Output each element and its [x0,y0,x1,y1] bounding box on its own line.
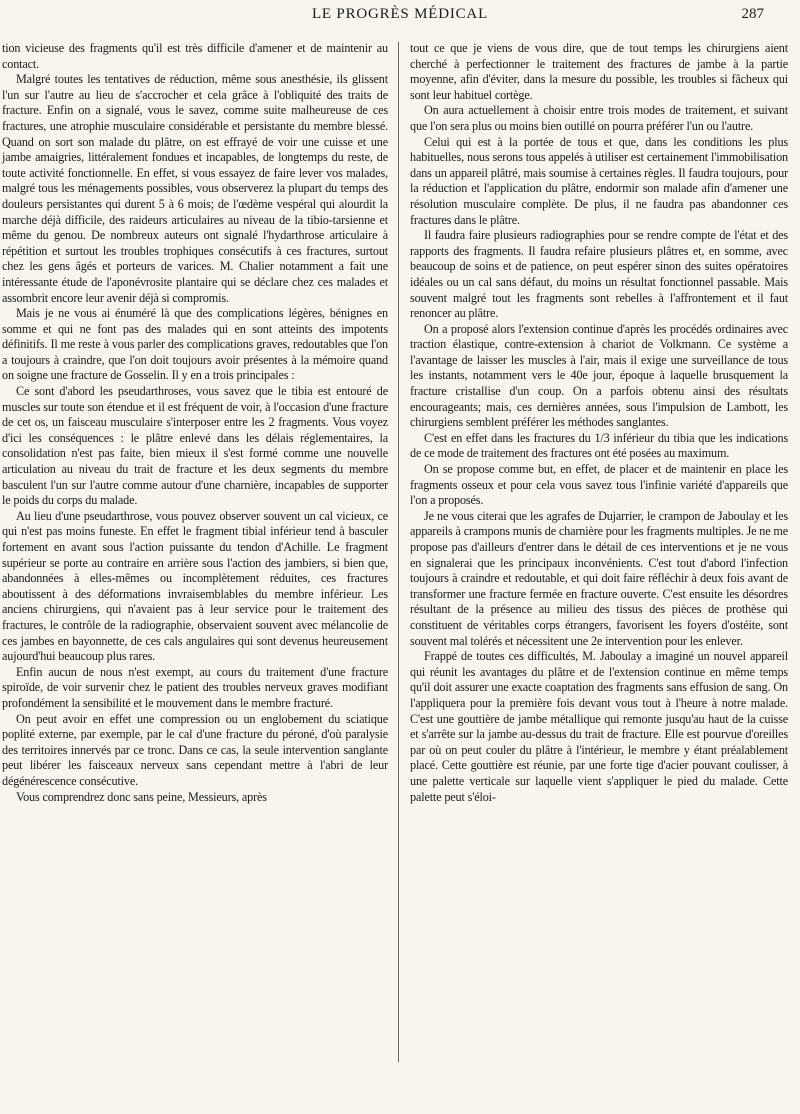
paragraph: Malgré toutes les tentatives de réduction, même sous anesthésie, ils glissent l'un sur l'autre au lieu de s'accrocher et cela grâce à l'obliquité des traits de fracture. Enfin on a signalé, vous le savez, comme suite malheureuse de ces fractures, une atrophie musculaire considérable et persistante du membre blessé. Quand on sort son malade du plâtre, on est effrayé de voir une cuisse et une jambe amaigries, littéralement fondues et incapables, de longtemps du reste, de toute activité fonctionnelle. En effet, si vous essayez de faire lever vos malades, malgré tous les ménagements possibles, vous observerez la plupart du temps des douleurs persistantes qui durent 5 à 6 mois; de l'œdème vespéral qui alourdit la marche déjà difficile, des raideurs articulaires au niveau de la tibio-tarsienne et même du genou. De nombreux auteurs ont signalé l'hydarthrose articulaire à répétition et surtout les troubles trophiques consécutifs à ces fractures, surtout chez les gens âgés et porteurs de varices. M. Chalier notamment a fait une intéressante étude de l'aponévrosite plantaire qui se déclare chez ces malades et assombrit encore leur avenir déjà si compromis. [2,72,388,305]
paragraph: On a proposé alors l'extension continue d'après les procédés ordinaires avec traction élastique, contre-extension à chariot de Volkmann. Ce système a l'avantage de laisser les muscles à l'air, mais il exige une surveillance de tous les instants, notamment vers le 40e jour, époque à laquelle brusquement la fracture cristallise d'un coup. On a parfois obtenu ainsi des résultats encourageants; mais, ces dernières années, sous l'impulsion de Lambott, les chirurgiens semblent préférer les méthodes sanglantes. [410,321,788,430]
paragraph: tout ce que je viens de vous dire, que de tout temps les chirurgiens aient cherché à perfectionner le traitement des fractures de jambe à la partie moyenne, afin d'éviter, dans la mesure du possible, les troubles si fâcheux qui sont leur habituel cortège. [410,41,788,102]
paragraph: On se propose comme but, en effet, de placer et de maintenir en place les fragments osseux et pour cela vous savez tous l'infinie variété d'appareils que l'on a proposés. [410,462,788,508]
paragraph: tion vicieuse des fragments qu'il est très difficile d'amener et de maintenir au contact. [2,41,388,71]
paragraph: Frappé de toutes ces difficultés, M. Jaboulay a imaginé un nouvel appareil qui réunit les avantages du plâtre et de l'extension continue en même temps qu'il doit assurer une exacte coaptation des fragments sans effusion de sang. On l'appliquera pour la première fois devant vous tout à l'heure à notre malade. C'est une gouttière de jambe métallique qui remonte jusqu'au haut de la cuisse et s'arrête sur la jambe au-dessus du trait de fracture. Elle est pourvue d'oreilles par où on peut couler du plâtre à l'intérieur, le membre y étant préalablement placé. Cette gouttière est réunie, par une forte tige d'acier pouvant coulisser, à une palette verticale sur laquelle vient s'appliquer le pied du malade. Cette palette peut s'éloi- [410,649,788,804]
left-column [2,41,388,805]
paragraph: On aura actuellement à choisir entre trois modes de traitement, et suivant que l'on sera plus ou moins bien outillé on pourra préférer l'un ou l'autre. [410,103,788,133]
paragraph: On peut avoir en effet une compression ou un englobement du sciatique poplité externe, par exemple, par le cal d'une fracture du péroné, d'où paralysie des territoires innervés par ce tronc. Dans ce cas, la seule intervention sanglante peut libérer les faisceaux nerveux sans cependant mettre à l'abri de leur dégénérescence consécutive. [2,711,388,788]
paragraph: Ce sont d'abord les pseudarthroses, vous savez que le tibia est entouré de muscles sur toute son étendue et il est fréquent de voir, à l'occasion d'une fracture de cet os, un faisceau musculaire s'interposer entre les 2 fragments. Vous voyez d'ici les conséquences : le plâtre enlevé dans les délais réglementaires, la consolidation n'est pas faite, bien mieux il s'est formé comme une nouvelle articulation au niveau du trait de fracture et les deux segments du membre basculent l'un sur l'autre comme autour d'une charnière, incapables de supporter le poids du corps du malade. [2,384,388,508]
paragraph: C'est en effet dans les fractures du 1/3 inférieur du tibia que les indications de ce mode de traitement des fractures ont été posées au maximum. [410,430,788,461]
paragraph: Au lieu d'une pseudarthrose, vous pouvez observer souvent un cal vicieux, ce qui n'est pas moins funeste. En effet le fragment tibial inférieur tend à basculer fortement en avant sous l'action puissante du tendon d'Achille. Le fragment supérieur se porte au contraire en arrière sous l'action des jambiers, si bien que, abandonnées à elles-mêmes ou incomplètement réduites, ces fractures aboutissent à des déformations invraisemblables du membre inférieur. Les anciens chirurgiens, qui n'avaient pas à leur service pour le traitement des fractures, le contrôle de la radiographie, observaient souvent avec mélancolie de ces jambes en bayonnette, de ces cals angulaires qui sont devenus heureusement aujourd'hui beaucoup plus rares. [2,508,388,664]
paragraph: Vous comprendrez donc sans peine, Messieurs, après [16,789,267,804]
page-number: 287 [741,6,764,22]
paragraph: Enfin aucun de nous n'est exempt, au cours du traitement d'une fracture spiroïde, de voir survenir chez le patient des troubles nerveux graves modifiant profondément la sensibilité et le mouvement dans le membre fracturé. [2,664,388,710]
paragraph: Celui qui est à la portée de tous et que, dans les conditions les plus habituelles, nous serons tous appelés à utiliser est certainement l'immobilisation dans un appareil plâtré, mais soumise à certaines règles. Il faudra toujours, pour la réduction et l'application du plâtre, endormir son malade afin d'amener une résolution musculaire complète. De plus, il ne faudra pas abandonner ces fractures dans le plâtre. [410,134,788,227]
paragraph: Je ne vous citerai que les agrafes de Dujarrier, le crampon de Jaboulay et les appareils à crampons munis de charnière pour les fragments multiples. Je ne me propose pas d'ailleurs d'entrer dans le détail de ces interventions et je ne vous en signalerai que les principaux inconvénients. C'est tout d'abord l'infection toujours à craindre et redoutable, et qui doit faire réfléchir à deux fois avant de transformer une fracture fermée en fracture ouverte. C'est ensuite les désordres résultant de la présence au milieu des tissus des pièces de prothèse qui constituent de véritables corps étrangers, favorisent les foyers d'ostéite, sont souvent mal tolérés et nécessitent une 2e intervention pour les enlever. [410,508,788,648]
column-divider [398,42,399,1062]
paragraph: Il faudra faire plusieurs radiographies pour se rendre compte de l'état et des rapports des fragments. Il faudra refaire plusieurs plâtres et, en somme, avec beaucoup de soins et de patience, on peut espérer sinon des suites opératoires idéales ou un cal sans défaut, du moins un résultat fonctionnel passable. Mais souvent malgré tout les fragments sont rebelles à l'affrontement et il faut renoncer au plâtre. [410,228,788,321]
page-header [0,0,800,30]
right-column [410,41,788,805]
running-title: LE PROGRÈS MÉDICAL [311,6,489,22]
paragraph: Mais je ne vous ai énuméré là que des complications légères, bénignes en somme et qui ne font pas des malades qui en sont atteints des impotents définitifs. Il me reste à vous parler des complications graves, redoutables que l'on a toujours à craindre, que l'on doit toujours avoir présentes à la mémoire quand on soigne une fracture de Gosselin. Il y en a trois principales : [2,306,388,383]
